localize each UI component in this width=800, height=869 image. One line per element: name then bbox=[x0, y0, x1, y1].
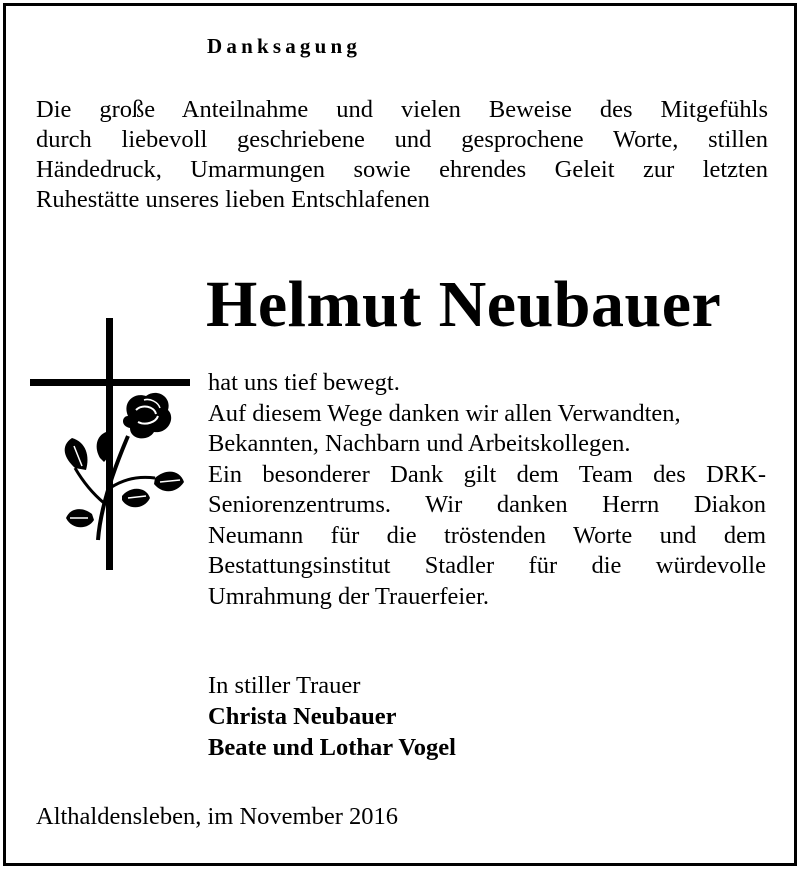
body-line: Bekannten, Nachbarn und Arbeitskollegen. bbox=[208, 430, 631, 457]
place-and-date: Althaldensleben, im November 2016 bbox=[36, 803, 398, 830]
notice-heading: Danksagung bbox=[207, 34, 362, 58]
body-line: Umrahmung der Trauerfeier. bbox=[208, 582, 489, 610]
body-line: Seniorenzentrums. Wir danken Herrn Diakon bbox=[208, 491, 766, 518]
mourning-label: In stiller Trauer bbox=[208, 672, 361, 699]
intro-paragraph bbox=[36, 95, 768, 215]
mourner-name: Christa Neubauer bbox=[208, 703, 397, 730]
body-line: hat uns tief bewegt. bbox=[208, 369, 400, 396]
cross-with-rose-icon bbox=[30, 318, 195, 570]
intro-line: Ruhestätte unseres lieben Entschlafenen bbox=[36, 186, 430, 213]
intro-line: Die große Anteilnahme und vielen Beweise des Mitgefühls bbox=[36, 96, 768, 123]
mourner-name: Beate und Lothar Vogel bbox=[208, 734, 456, 761]
body-line: Ein besonderer Dank gilt dem Team des DRK- bbox=[208, 460, 766, 488]
body-line: Bestattungsinstitut Stadler für die würdevolle bbox=[208, 552, 766, 579]
body-line: Neumann für die tröstenden Worte und dem bbox=[208, 521, 766, 549]
body-line: Auf diesem Wege danken wir allen Verwandten, bbox=[208, 399, 681, 427]
intro-line: Händedruck, Umarmungen sowie ehrendes Geleit zur letzten bbox=[36, 156, 768, 183]
mourning-section bbox=[208, 670, 456, 763]
body-paragraph bbox=[208, 368, 766, 612]
deceased-name: Helmut Neubauer bbox=[206, 268, 722, 341]
intro-line: durch liebevoll geschriebene und gesprochene Worte, stillen bbox=[36, 126, 768, 153]
